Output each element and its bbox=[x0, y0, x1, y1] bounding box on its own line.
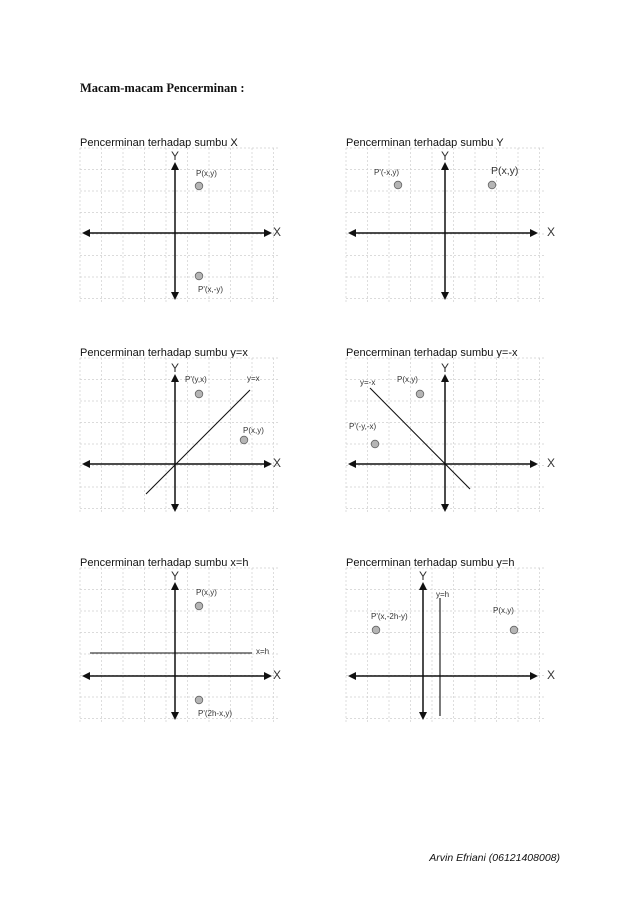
y-axis-label: Y bbox=[441, 149, 450, 163]
point-p-prime-label: P'(2h-x,y) bbox=[198, 709, 232, 718]
figure-reflect-y-eq-x bbox=[80, 358, 282, 513]
y-axis-arrow-up bbox=[171, 162, 179, 170]
y-axis-arrow-down bbox=[441, 504, 449, 512]
figure-reflect-y-eq-neg-x bbox=[346, 358, 556, 513]
y-axis-arrow-up bbox=[441, 162, 449, 170]
y-axis-label: Y bbox=[171, 569, 180, 583]
y-axis-label: Y bbox=[419, 569, 428, 583]
line-label-x-eq-h: x=h bbox=[256, 647, 270, 656]
line-label-y-eq-h: y=h bbox=[436, 590, 450, 599]
x-axis-arrow-left bbox=[82, 229, 90, 237]
point-p-prime bbox=[394, 181, 402, 189]
y-axis-label: Y bbox=[171, 361, 180, 375]
author-footer: Arvin Efriani (06121408008) bbox=[429, 852, 560, 864]
x-axis-label: X bbox=[273, 456, 282, 470]
x-axis-label: X bbox=[273, 225, 282, 239]
point-p bbox=[488, 181, 496, 189]
point-p bbox=[195, 182, 203, 190]
point-p-prime bbox=[371, 440, 379, 448]
reflection-line-y-eq-neg-x bbox=[370, 388, 470, 489]
x-axis-label: X bbox=[547, 456, 556, 470]
x-axis-arrow-left bbox=[348, 229, 356, 237]
point-p-prime-label: P'(-y,-x) bbox=[349, 422, 377, 431]
x-axis-label: X bbox=[547, 225, 556, 239]
grid-figure bbox=[80, 148, 278, 303]
point-p-label: P(x,y) bbox=[196, 169, 217, 178]
figure-reflect-x-axis bbox=[80, 148, 282, 303]
y-axis-arrow-up bbox=[171, 374, 179, 382]
point-p-prime bbox=[372, 626, 380, 634]
x-axis-arrow-right bbox=[264, 672, 272, 680]
page-title: Macam-macam Pencerminan : bbox=[80, 81, 245, 95]
y-axis-label: Y bbox=[441, 361, 450, 375]
grid-lines bbox=[80, 568, 278, 723]
x-axis-label: X bbox=[273, 668, 282, 682]
grid-figure bbox=[346, 358, 544, 513]
point-p-label: P(x,y) bbox=[491, 165, 519, 177]
caption-reflect-y-eq-h: Pencerminan terhadap sumbu y=h bbox=[346, 557, 515, 568]
point-p bbox=[510, 626, 518, 634]
y-axis-arrow-down bbox=[419, 712, 427, 720]
point-p bbox=[240, 436, 248, 444]
y-axis-arrow-up bbox=[419, 582, 427, 590]
x-axis-arrow-right bbox=[530, 460, 538, 468]
x-axis-arrow-left bbox=[82, 460, 90, 468]
caption-reflect-x-eq-h: Pencerminan terhadap sumbu x=h bbox=[80, 557, 249, 568]
point-p bbox=[416, 390, 424, 398]
x-axis-arrow-left bbox=[348, 672, 356, 680]
point-p-prime-label: P'(-x,y) bbox=[374, 168, 400, 177]
grid-lines bbox=[80, 148, 278, 303]
reflection-line-y-eq-x bbox=[146, 390, 250, 494]
y-axis-arrow-down bbox=[171, 504, 179, 512]
point-p bbox=[195, 602, 203, 610]
x-axis-arrow-right bbox=[264, 460, 272, 468]
caption-reflect-y-axis: Pencerminan terhadap sumbu Y bbox=[346, 137, 504, 148]
figure-reflect-y-eq-h bbox=[346, 568, 556, 723]
figure-reflect-x-eq-h bbox=[80, 568, 282, 723]
x-axis-arrow-left bbox=[82, 672, 90, 680]
figure-reflect-y-axis bbox=[346, 148, 556, 303]
point-p-label: P(x,y) bbox=[493, 606, 514, 615]
x-axis-arrow-left bbox=[348, 460, 356, 468]
point-p-prime-label: P'(y,x) bbox=[185, 375, 207, 384]
caption-reflect-x-axis: Pencerminan terhadap sumbu X bbox=[80, 137, 238, 148]
x-axis-arrow-right bbox=[530, 672, 538, 680]
y-axis-label: Y bbox=[171, 149, 180, 163]
point-p-prime bbox=[195, 390, 203, 398]
point-p-label: P(x,y) bbox=[397, 375, 418, 384]
x-axis-arrow-right bbox=[530, 229, 538, 237]
line-label-y-eq-neg-x: y=-x bbox=[360, 378, 376, 387]
point-p-label: P(x,y) bbox=[243, 426, 264, 435]
grid-figure bbox=[80, 568, 278, 723]
x-axis-label: X bbox=[547, 668, 556, 682]
y-axis-arrow-up bbox=[441, 374, 449, 382]
point-p-prime bbox=[195, 272, 203, 280]
point-p-prime-label: P'(x,-y) bbox=[198, 285, 224, 294]
caption-reflect-y-eq-x: Pencerminan terhadap sumbu y=x bbox=[80, 347, 248, 358]
point-p-prime bbox=[195, 696, 203, 704]
y-axis-arrow-up bbox=[171, 582, 179, 590]
caption-reflect-y-eq-neg-x: Pencerminan terhadap sumbu y=-x bbox=[346, 347, 518, 358]
point-p-prime-label: P'(x,-2h-y) bbox=[371, 612, 408, 621]
line-label-y-eq-x: y=x bbox=[247, 374, 260, 383]
x-axis-arrow-right bbox=[264, 229, 272, 237]
point-p-label: P(x,y) bbox=[196, 588, 217, 597]
